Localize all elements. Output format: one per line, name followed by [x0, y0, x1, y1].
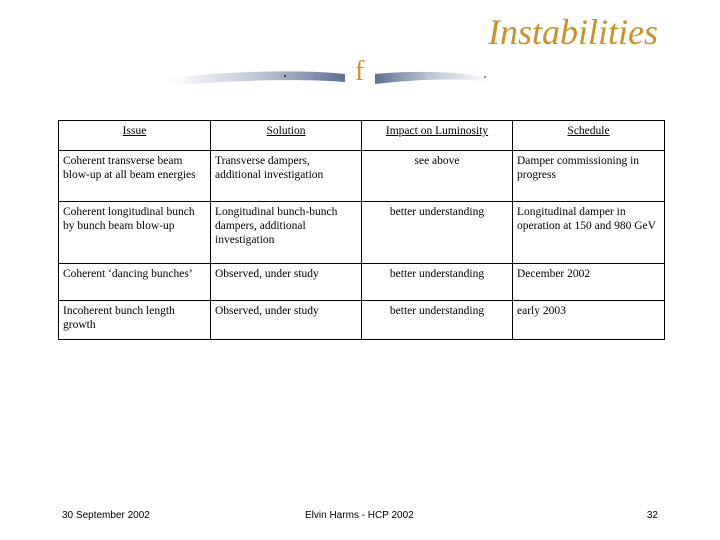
swoosh-left [170, 71, 345, 86]
header-schedule: Schedule [513, 121, 665, 151]
cell-impact: see above [362, 151, 513, 202]
header-impact: Impact on Luminosity [362, 121, 513, 151]
footer-page-number: 32 [646, 510, 658, 521]
logo-swoosh [160, 62, 510, 102]
cell-issue: Coherent longitudinal bunch by bunch beam blow-up [59, 202, 211, 264]
slide-title: Instabilities [488, 12, 658, 52]
table-header-row [59, 121, 665, 151]
cell-schedule: early 2003 [513, 301, 665, 340]
table-row [59, 151, 665, 202]
footer-author: Elvin Harms - HCP 2002 [305, 510, 414, 521]
instabilities-table [58, 120, 665, 340]
cell-solution: Observed, under study [211, 301, 362, 340]
header-solution: Solution [211, 121, 362, 151]
cell-solution: Transverse dampers, additional investigation [211, 151, 362, 202]
cell-impact: better understanding [362, 301, 513, 340]
cell-issue: Coherent ‘dancing bunches’ [59, 264, 211, 301]
cell-impact: better understanding [362, 264, 513, 301]
cell-issue: Coherent transverse beam blow-up at all beam energies [59, 151, 211, 202]
table-row [59, 301, 665, 340]
fermilab-logo-icon: f [355, 56, 365, 87]
cell-issue: Incoherent bunch length growth [59, 301, 211, 340]
header-issue: Issue [59, 121, 211, 151]
cell-schedule: December 2002 [513, 264, 665, 301]
table-row [59, 202, 665, 264]
cell-schedule: Damper commissioning in progress [513, 151, 665, 202]
cell-impact: better understanding [362, 202, 513, 264]
table-row [59, 264, 665, 301]
cell-solution: Observed, under study [211, 264, 362, 301]
cell-solution: Longitudinal bunch-bunch dampers, additional investigation [211, 202, 362, 264]
swoosh-right [375, 72, 490, 84]
footer-date: 30 September 2002 [62, 510, 150, 521]
cell-schedule: Longitudinal damper in operation at 150 and 980 GeV [513, 202, 665, 264]
